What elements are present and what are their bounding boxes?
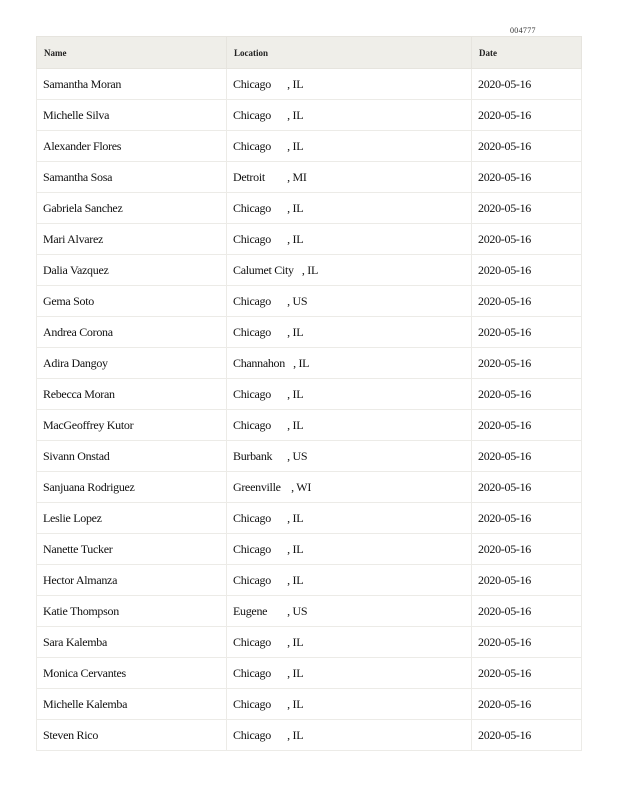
name-cell: Nanette Tucker <box>37 534 227 565</box>
table-row <box>37 503 582 534</box>
date-cell: 2020-05-16 <box>472 565 582 596</box>
location-state: IL <box>292 386 304 401</box>
date-cell: 2020-05-16 <box>472 255 582 286</box>
location-city: Chicago <box>233 138 271 153</box>
location-separator: , <box>279 634 293 649</box>
location-state: IL <box>292 324 304 339</box>
date-cell: 2020-05-16 <box>472 534 582 565</box>
location-city: Chicago <box>233 665 271 680</box>
date-cell: 2020-05-16 <box>472 348 582 379</box>
date-cell: 2020-05-16 <box>472 472 582 503</box>
column-header-date: Date <box>472 37 582 69</box>
date-cell: 2020-05-16 <box>472 193 582 224</box>
location-separator: , <box>279 541 293 556</box>
date-cell: 2020-05-16 <box>472 69 582 100</box>
location-state: IL <box>292 634 304 649</box>
location-separator: , <box>279 138 293 153</box>
table-body <box>37 69 582 751</box>
table-row <box>37 410 582 441</box>
name-cell: Samantha Moran <box>37 69 227 100</box>
location-city: Burbank <box>233 448 273 463</box>
name-cell: Andrea Corona <box>37 317 227 348</box>
name-cell: Katie Thompson <box>37 596 227 627</box>
table-row <box>37 286 582 317</box>
location-cell <box>227 162 472 193</box>
location-city: Chicago <box>233 200 271 215</box>
location-city: Chicago <box>233 727 271 742</box>
date-cell: 2020-05-16 <box>472 317 582 348</box>
location-state: US <box>292 448 308 463</box>
location-separator: , <box>279 665 293 680</box>
location-cell <box>227 689 472 720</box>
location-state: IL <box>292 541 304 556</box>
date-cell: 2020-05-16 <box>472 441 582 472</box>
location-city: Chicago <box>233 231 271 246</box>
location-separator: , <box>279 572 293 587</box>
name-cell: Hector Almanza <box>37 565 227 596</box>
name-cell: Rebecca Moran <box>37 379 227 410</box>
table-row <box>37 255 582 286</box>
location-cell <box>227 441 472 472</box>
location-separator: , <box>293 262 308 277</box>
table-row <box>37 193 582 224</box>
location-separator: , <box>279 76 293 91</box>
location-separator: , <box>279 293 293 308</box>
date-cell: 2020-05-16 <box>472 627 582 658</box>
column-header-location: Location <box>227 37 472 69</box>
location-state: IL <box>298 355 310 370</box>
table-row <box>37 596 582 627</box>
location-cell <box>227 472 472 503</box>
date-cell: 2020-05-16 <box>472 720 582 751</box>
location-state: MI <box>292 169 307 184</box>
location-state: IL <box>307 262 318 277</box>
location-separator: , <box>279 324 293 339</box>
date-cell: 2020-05-16 <box>472 658 582 689</box>
name-cell: Monica Cervantes <box>37 658 227 689</box>
location-city: Channahon <box>233 355 285 370</box>
location-city: Chicago <box>233 634 271 649</box>
location-state: IL <box>292 231 304 246</box>
location-state: IL <box>292 138 304 153</box>
location-separator: , <box>279 417 293 432</box>
name-cell: Gema Soto <box>37 286 227 317</box>
location-state: IL <box>292 510 304 525</box>
location-cell <box>227 565 472 596</box>
records-table <box>36 36 582 751</box>
location-cell <box>227 286 472 317</box>
name-cell: Dalia Vazquez <box>37 255 227 286</box>
location-city: Chicago <box>233 76 271 91</box>
location-cell <box>227 503 472 534</box>
table-row <box>37 348 582 379</box>
location-cell <box>227 379 472 410</box>
name-cell: Sanjuana Rodriguez <box>37 472 227 503</box>
location-cell <box>227 720 472 751</box>
location-state: US <box>292 603 308 618</box>
location-state: IL <box>292 76 304 91</box>
location-cell <box>227 410 472 441</box>
name-cell: Steven Rico <box>37 720 227 751</box>
header-row <box>37 37 582 69</box>
location-cell <box>227 534 472 565</box>
column-header-name: Name <box>37 37 227 69</box>
table-row <box>37 162 582 193</box>
table-row <box>37 627 582 658</box>
table-row <box>37 379 582 410</box>
location-cell <box>227 100 472 131</box>
location-city: Eugene <box>233 603 268 618</box>
date-cell: 2020-05-16 <box>472 410 582 441</box>
location-separator: , <box>279 696 293 711</box>
date-cell: 2020-05-16 <box>472 596 582 627</box>
table-row <box>37 441 582 472</box>
table-row <box>37 689 582 720</box>
location-city: Chicago <box>233 324 271 339</box>
table-row <box>37 100 582 131</box>
name-cell: Michelle Silva <box>37 100 227 131</box>
location-state: US <box>292 293 308 308</box>
table-row <box>37 534 582 565</box>
location-city: Chicago <box>233 541 271 556</box>
location-city: Chicago <box>233 107 271 122</box>
name-cell: Sara Kalemba <box>37 627 227 658</box>
date-cell: 2020-05-16 <box>472 379 582 410</box>
table-header <box>37 37 582 69</box>
location-state: IL <box>292 200 304 215</box>
location-city: Greenville <box>233 479 281 494</box>
table-row <box>37 131 582 162</box>
name-cell: Leslie Lopez <box>37 503 227 534</box>
location-separator: , <box>279 448 293 463</box>
table-row <box>37 565 582 596</box>
name-cell: Adira Dangoy <box>37 348 227 379</box>
location-city: Detroit <box>233 169 265 184</box>
name-cell: MacGeoffrey Kutor <box>37 410 227 441</box>
location-state: IL <box>292 107 304 122</box>
date-cell: 2020-05-16 <box>472 100 582 131</box>
location-cell <box>227 193 472 224</box>
name-cell: Sivann Onstad <box>37 441 227 472</box>
date-cell: 2020-05-16 <box>472 503 582 534</box>
name-cell: Gabriela Sanchez <box>37 193 227 224</box>
location-state: IL <box>292 727 304 742</box>
date-cell: 2020-05-16 <box>472 224 582 255</box>
location-separator: , <box>279 386 293 401</box>
location-cell <box>227 596 472 627</box>
location-city: Chicago <box>233 386 271 401</box>
location-city: Chicago <box>233 417 271 432</box>
location-separator: , <box>279 231 293 246</box>
table-row <box>37 69 582 100</box>
date-cell: 2020-05-16 <box>472 689 582 720</box>
location-cell <box>227 317 472 348</box>
location-separator: , <box>279 169 293 184</box>
location-state: IL <box>292 665 304 680</box>
location-separator: , <box>279 200 293 215</box>
location-separator: , <box>279 727 293 742</box>
name-cell: Michelle Kalemba <box>37 689 227 720</box>
location-cell <box>227 658 472 689</box>
location-state: IL <box>292 696 304 711</box>
location-separator: , <box>284 355 299 370</box>
location-state: WI <box>296 479 312 494</box>
location-cell <box>227 627 472 658</box>
location-cell <box>227 348 472 379</box>
location-city: Chicago <box>233 572 271 587</box>
location-city: Chicago <box>233 293 271 308</box>
name-cell: Alexander Flores <box>37 131 227 162</box>
location-cell <box>227 255 472 286</box>
location-city: Chicago <box>233 510 271 525</box>
location-separator: , <box>279 107 293 122</box>
location-cell <box>227 224 472 255</box>
name-cell: Samantha Sosa <box>37 162 227 193</box>
location-state: IL <box>292 417 304 432</box>
location-separator: , <box>279 510 293 525</box>
page-number: 004777 <box>510 26 536 35</box>
date-cell: 2020-05-16 <box>472 162 582 193</box>
table-row <box>37 658 582 689</box>
date-cell: 2020-05-16 <box>472 131 582 162</box>
table-row <box>37 224 582 255</box>
date-cell: 2020-05-16 <box>472 286 582 317</box>
location-city: Calumet City <box>233 262 294 277</box>
location-separator: , <box>283 479 297 494</box>
table-row <box>37 317 582 348</box>
location-state: IL <box>292 572 304 587</box>
location-separator: , <box>279 603 293 618</box>
location-city: Chicago <box>233 696 271 711</box>
table-row <box>37 720 582 751</box>
name-cell: Mari Alvarez <box>37 224 227 255</box>
location-cell <box>227 69 472 100</box>
table-row <box>37 472 582 503</box>
location-cell <box>227 131 472 162</box>
